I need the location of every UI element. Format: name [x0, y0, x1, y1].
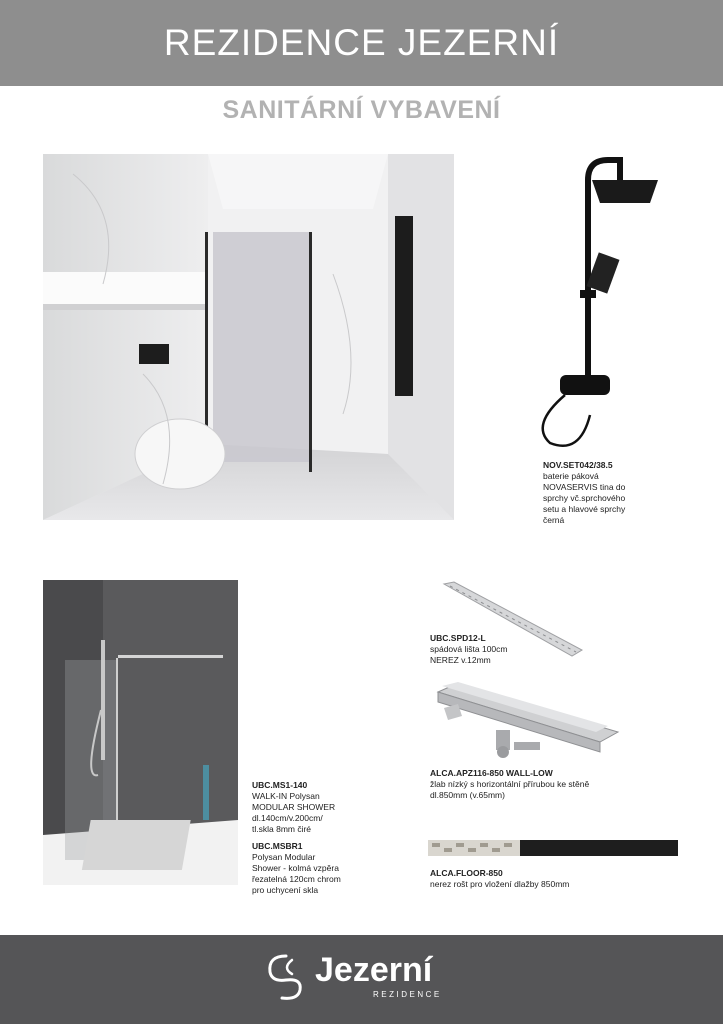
- walk-in-caption: [252, 780, 382, 835]
- caption-line: spádová lišta 100cm: [430, 644, 508, 654]
- caption-line: Polysan Modular: [252, 852, 316, 862]
- bathroom-photo: [43, 154, 454, 520]
- caption-line: tl.skla 8mm čiré: [252, 824, 312, 834]
- page-title: REZIDENCE JEZERNÍ: [163, 22, 560, 63]
- walk-in-shower-photo: [43, 580, 238, 885]
- caption-line: žlab nízký s horizontální přírubou ke stěně: [430, 779, 590, 789]
- brace-caption: [252, 841, 382, 896]
- caption-line: baterie páková: [543, 471, 599, 481]
- caption-line: řezatelná 120cm chrom: [252, 874, 341, 884]
- caption-line: NOVASERVIS tina do: [543, 482, 626, 492]
- caption-line: sprchy vč.sprchového: [543, 493, 626, 503]
- drain-image: [430, 680, 622, 770]
- drain-caption: [430, 768, 630, 801]
- product-code: NOV.SET042/38.5: [543, 460, 613, 470]
- product-code: UBC.MS1-140: [252, 780, 308, 790]
- section-title: SANITÁRNÍ VYBAVENÍ: [222, 96, 501, 124]
- caption-line: MODULAR SHOWER: [252, 802, 336, 812]
- caption-line: dl.850mm (v.65mm): [430, 790, 505, 800]
- product-code: UBC.MSBR1: [252, 841, 303, 851]
- slope-bar-caption: [430, 633, 580, 666]
- grate-caption: [430, 868, 630, 890]
- logo-text: Jezerní: [315, 951, 433, 989]
- grate-image: [428, 838, 678, 858]
- caption-line: NEREZ v.12mm: [430, 655, 491, 665]
- caption-line: nerez rošt pro vložení dlažby 850mm: [430, 879, 570, 889]
- caption-line: černá: [543, 515, 565, 525]
- caption-line: dl.140cm/v.200cm/: [252, 813, 323, 823]
- caption-line: WALK-IN Polysan: [252, 791, 320, 801]
- caption-line: Shower - kolmá vzpěra: [252, 863, 339, 873]
- product-code: ALCA.FLOOR-850: [430, 868, 503, 878]
- shower-set-image: [530, 155, 670, 455]
- logo-subtitle: REZIDENCE: [373, 990, 442, 999]
- caption-line: pro uchycení skla: [252, 885, 319, 895]
- caption-line: setu a hlavové sprchy: [543, 504, 626, 514]
- product-code: ALCA.APZ116-850 WALL-LOW: [430, 768, 553, 778]
- logo-mark-icon: [262, 950, 310, 1002]
- shower-set-caption: [543, 460, 673, 526]
- product-code: UBC.SPD12-L: [430, 633, 486, 643]
